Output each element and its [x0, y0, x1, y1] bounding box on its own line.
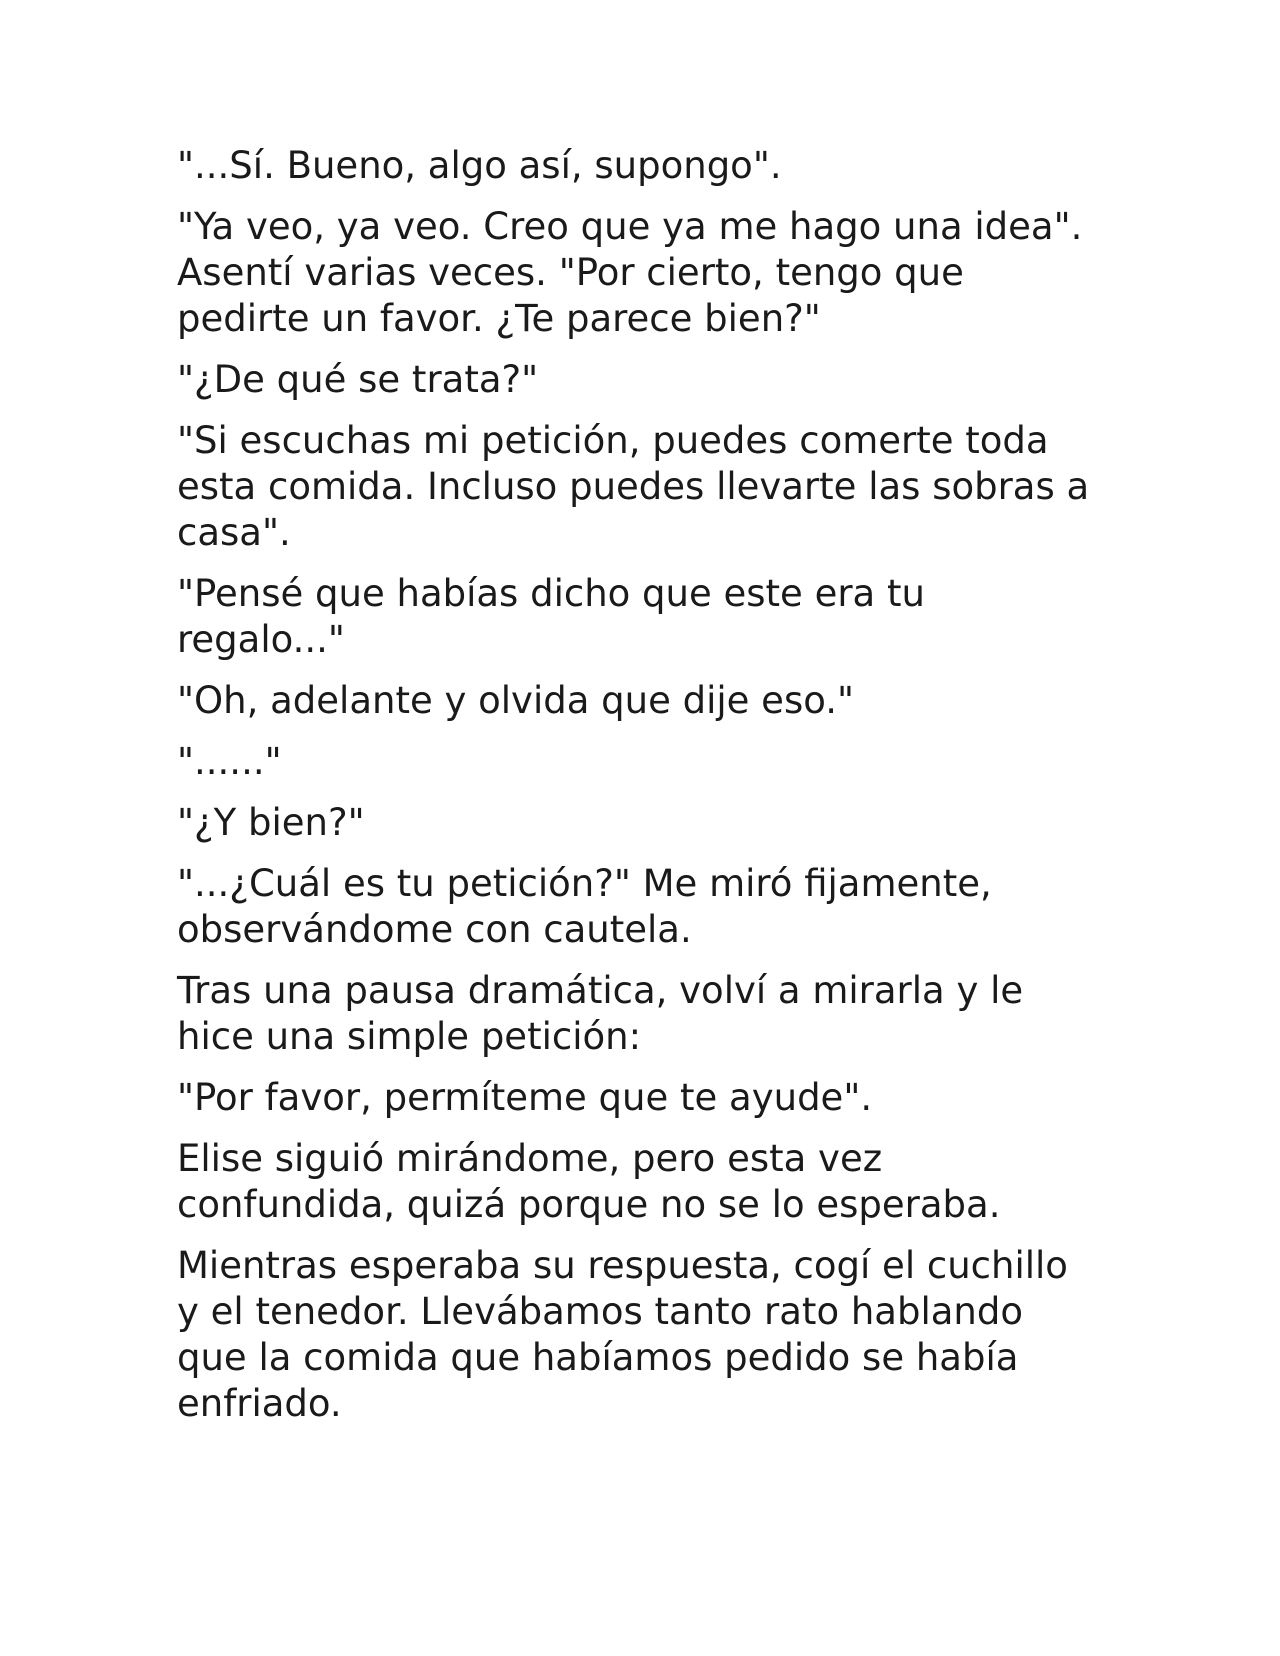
paragraph: "Ya veo, ya veo. Creo que ya me hago una idea". Asentí varias veces. "Por cierto, tengo que pedirte un favor. ¿Te parece bien?": [177, 205, 1083, 340]
paragraph: Tras una pausa dramática, volví a mirarla y le hice una simple petición:: [177, 969, 1024, 1058]
paragraph: "Pensé que habías dicho que este era tu regalo...": [177, 572, 925, 661]
paragraph: "¿Y bien?": [177, 801, 365, 844]
paragraph: Elise siguió mirándome, pero esta vez confundida, quizá porque no se lo esperaba.: [177, 1137, 1001, 1226]
paragraph: "¿De qué se trata?": [177, 358, 539, 401]
paragraph: "......": [177, 740, 282, 783]
paragraph: "...Sí. Bueno, algo así, supongo".: [177, 144, 782, 187]
paragraph: "Si escuchas mi petición, puedes comerte toda esta comida. Incluso puedes llevarte las sobras a casa".: [177, 419, 1090, 554]
paragraph: "Por favor, permíteme que te ayude".: [177, 1076, 873, 1119]
paragraph: "...¿Cuál es tu petición?" Me miró fijamente, observándome con cautela.: [177, 862, 992, 951]
paragraph: "Oh, adelante y olvida que dije eso.": [177, 679, 854, 722]
paragraph: Mientras esperaba su respuesta, cogí el cuchillo y el tenedor. Llevábamos tanto rato hablando que la comida que habíamos pedido se había enfriado.: [177, 1244, 1068, 1425]
story-text: [177, 143, 1097, 1442]
